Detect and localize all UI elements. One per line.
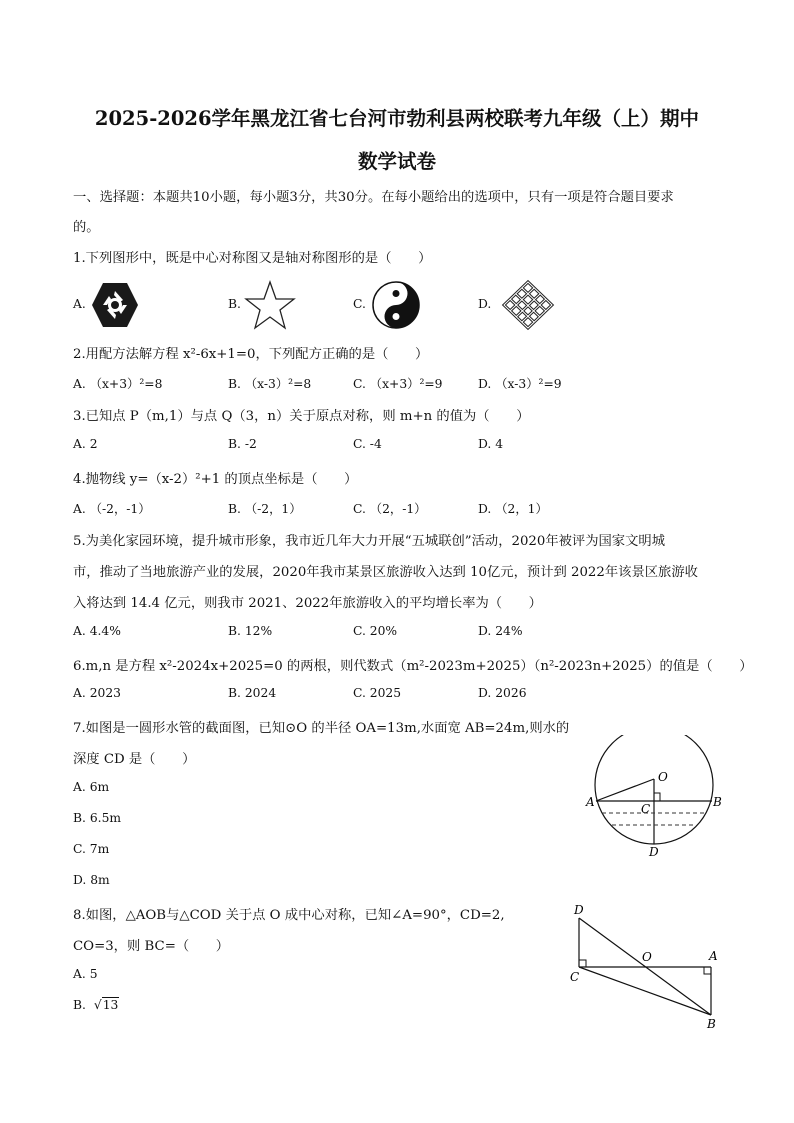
label-a: A xyxy=(709,949,718,963)
question-5-line3: 入将达到 14.4 亿元，则我市 2021、2022年旅游收入的平均增长率为（ ） xyxy=(73,596,542,611)
question-5-line2: 市，推动了当地旅游产业的发展，2020年我市某景区旅游收入达到 10亿元，预计到 2022年该景区旅游收 xyxy=(73,565,698,580)
q7-option-b: B. 6.5m xyxy=(73,811,122,825)
pipe-cross-section-figure xyxy=(584,735,734,864)
q1-option-b-label: B. xyxy=(228,297,241,311)
yin-yang-figure xyxy=(371,280,421,334)
q2-option-c: C. （x+3）²=9 xyxy=(353,377,443,391)
q3-option-c: C. -4 xyxy=(353,437,382,451)
question-5-line1: 5.为美化家园环境，提升城市形象，我市近几年大力开展“五城联创”活动，2020年被评为国家文明城 xyxy=(73,534,665,549)
point-b-label: B xyxy=(713,795,722,809)
q4-option-d: D. （2，1） xyxy=(478,502,548,516)
question-8-line1: 8.如图，△AOB与△COD 关于点 O 成中心对称，已知∠A=90°，CD=2, xyxy=(73,908,505,923)
question-1-stem: 1.下列图形中，既是中心对称图又是轴对称图形的是（ ） xyxy=(73,251,432,266)
q2-option-a: A. （x+3）²=8 xyxy=(73,377,163,391)
q4-option-b: B. （-2，1） xyxy=(228,502,302,516)
q8-option-a: A. 5 xyxy=(73,967,98,981)
question-7-line2: 深度 CD 是（ ） xyxy=(73,752,196,767)
q6-option-a: A. 2023 xyxy=(73,686,121,700)
q2-option-b: B. （x-3）²=8 xyxy=(228,377,312,391)
q3-option-a: A. 2 xyxy=(73,437,98,451)
label-b: B xyxy=(707,1017,716,1031)
section-heading-cont: 的。 xyxy=(73,220,100,235)
q5-option-d: D. 24% xyxy=(478,624,523,638)
q6-option-d: D. 2026 xyxy=(478,686,527,700)
q4-option-c: C. （2，-1） xyxy=(353,502,427,516)
question-4-stem: 4.抛物线 y=（x-2）²+1 的顶点坐标是（ ） xyxy=(73,472,358,487)
q5-option-b: B. 12% xyxy=(228,624,273,638)
q2-option-d: D. （x-3）²=9 xyxy=(478,377,562,391)
q1-option-a-label: A. xyxy=(73,297,86,311)
endless-knot-figure xyxy=(497,279,559,335)
point-o-label: O xyxy=(658,770,668,784)
question-3-stem: 3.已知点 P（m,1）与点 Q（3，n）关于原点对称，则 m+n 的值为（ ） xyxy=(73,409,530,424)
q7-option-d: D. 8m xyxy=(73,873,110,887)
q3-option-b: B. -2 xyxy=(228,437,257,451)
q1-option-c-label: C. xyxy=(353,297,366,311)
label-c: C xyxy=(570,970,580,984)
page-subtitle: 数学试卷 xyxy=(357,150,436,173)
page-title: 2025-2026学年黑龙江省七台河市勃利县两校联考九年级（上）期中 xyxy=(94,107,700,130)
question-7-line1: 7.如图是一圆形水管的截面图，已知⊙O 的半径 OA=13m,水面宽 AB=24m,则水的 xyxy=(73,721,570,736)
q1-option-d-label: D. xyxy=(478,297,492,311)
sqrt-sign: √ xyxy=(93,998,102,1012)
question-6-stem: 6.m,n 是方程 x²-2024x+2025=0 的两根，则代数式（m²-2023m+2025）（n²-2023n+2025）的值是（ ） xyxy=(73,659,753,674)
section-heading: 一、选择题：本题共10小题，每小题3分，共30分。在每小题给出的选项中，只有一项是符合题目要求 xyxy=(73,190,674,205)
point-c-label: C xyxy=(641,802,651,816)
q6-option-c: C. 2025 xyxy=(353,686,402,700)
q5-option-c: C. 20% xyxy=(353,624,398,638)
question-2-stem: 2.用配方法解方程 x²-6x+1=0，下列配方正确的是（ ） xyxy=(73,347,429,362)
q7-option-a: A. 6m xyxy=(73,780,110,794)
q8-option-b-label: B. xyxy=(73,998,86,1012)
q7-option-c: C. 7m xyxy=(73,842,110,856)
q6-option-b: B. 2024 xyxy=(228,686,277,700)
q4-option-a: A. （-2，-1） xyxy=(73,502,151,516)
hexagon-figure xyxy=(90,280,140,334)
question-8-line2: CO=3，则 BC=（ ） xyxy=(73,939,230,954)
label-d: D xyxy=(574,903,584,917)
point-d-label: D xyxy=(649,845,659,859)
star-figure xyxy=(244,279,296,335)
central-symmetry-figure xyxy=(565,900,730,1039)
q3-option-d: D. 4 xyxy=(478,437,504,451)
point-a-label: A xyxy=(586,795,595,809)
label-o: O xyxy=(642,950,652,964)
q5-option-a: A. 4.4% xyxy=(73,624,121,638)
q8-option-b xyxy=(73,998,119,1012)
q8-option-b-value: 13 xyxy=(102,998,119,1012)
